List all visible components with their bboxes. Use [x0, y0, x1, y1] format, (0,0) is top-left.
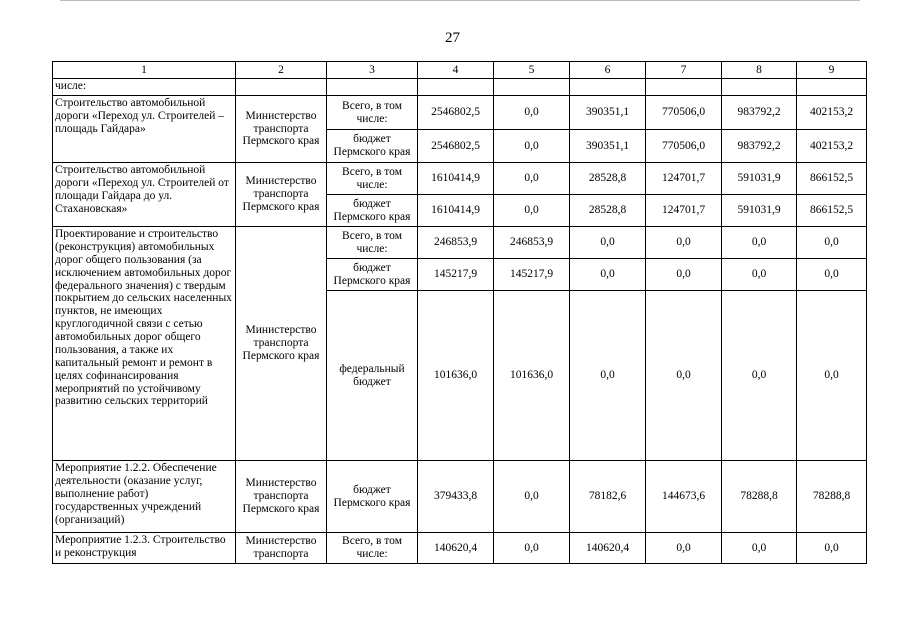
- value-cell: 78288,8: [722, 461, 797, 533]
- value-cell: 0,0: [494, 130, 570, 163]
- responsible-org: Министерство транспорта Пермского края: [236, 163, 327, 227]
- value-cell: 0,0: [722, 533, 797, 564]
- value-cell: 379433,8: [418, 461, 494, 533]
- value-cell: 124701,7: [646, 163, 722, 195]
- continuation-label: числе:: [53, 79, 236, 96]
- value-cell: 78182,6: [570, 461, 646, 533]
- value-cell: 402153,2: [797, 96, 867, 130]
- value-cell: 770506,0: [646, 130, 722, 163]
- value-cell: 402153,2: [797, 130, 867, 163]
- value-cell: 0,0: [797, 533, 867, 564]
- funding-source: бюджет Пермского края: [327, 461, 418, 533]
- funding-source: бюджет Пермского края: [327, 130, 418, 163]
- table-row: [53, 163, 867, 195]
- table-row: [53, 461, 867, 533]
- column-number: 7: [646, 62, 722, 79]
- value-cell: 0,0: [797, 259, 867, 291]
- activity-name: Мероприятие 1.2.2. Обеспечение деятельности (оказание услуг, выполнение работ) государственных учреждений (организаций): [53, 461, 236, 533]
- value-cell: 591031,9: [722, 195, 797, 227]
- responsible-org: Министерство транспорта Пермского края: [236, 227, 327, 461]
- table-row: [53, 227, 867, 259]
- funding-source: бюджет Пермского края: [327, 195, 418, 227]
- funding-source: бюджет Пермского края: [327, 259, 418, 291]
- column-number: 4: [418, 62, 494, 79]
- value-cell: 2546802,5: [418, 96, 494, 130]
- value-cell: 0,0: [494, 195, 570, 227]
- responsible-org: Министерство транспорта Пермского края: [236, 96, 327, 163]
- table-row: [53, 96, 867, 130]
- value-cell: 770506,0: [646, 96, 722, 130]
- value-cell: 0,0: [722, 259, 797, 291]
- column-number: 2: [236, 62, 327, 79]
- column-number: 6: [570, 62, 646, 79]
- value-cell: 0,0: [646, 227, 722, 259]
- value-cell: 866152,5: [797, 163, 867, 195]
- funding-source: Всего, в том числе:: [327, 163, 418, 195]
- value-cell: 246853,9: [418, 227, 494, 259]
- column-number-row: [53, 62, 867, 79]
- budget-table: [52, 61, 867, 564]
- responsible-org: Министерство транспорта Пермского края: [236, 461, 327, 533]
- value-cell: 0,0: [494, 533, 570, 564]
- value-cell: 101636,0: [418, 291, 494, 461]
- column-number: 3: [327, 62, 418, 79]
- value-cell: 983792,2: [722, 130, 797, 163]
- activity-name: Мероприятие 1.2.3. Строительство и реконструкция: [53, 533, 236, 564]
- value-cell: 28528,8: [570, 163, 646, 195]
- value-cell: 140620,4: [570, 533, 646, 564]
- value-cell: 1610414,9: [418, 163, 494, 195]
- funding-source: федеральный бюджет: [327, 291, 418, 461]
- value-cell: 101636,0: [494, 291, 570, 461]
- value-cell: 124701,7: [646, 195, 722, 227]
- value-cell: 28528,8: [570, 195, 646, 227]
- value-cell: 246853,9: [494, 227, 570, 259]
- value-cell: 0,0: [570, 259, 646, 291]
- value-cell: 144673,6: [646, 461, 722, 533]
- value-cell: 0,0: [646, 259, 722, 291]
- value-cell: 78288,8: [797, 461, 867, 533]
- column-number: 1: [53, 62, 236, 79]
- value-cell: 145217,9: [494, 259, 570, 291]
- value-cell: 983792,2: [722, 96, 797, 130]
- value-cell: 145217,9: [418, 259, 494, 291]
- funding-source: Всего, в том числе:: [327, 227, 418, 259]
- column-number: 8: [722, 62, 797, 79]
- value-cell: 0,0: [494, 96, 570, 130]
- value-cell: 0,0: [797, 291, 867, 461]
- value-cell: 591031,9: [722, 163, 797, 195]
- value-cell: 0,0: [722, 227, 797, 259]
- responsible-org: Министерство транспорта: [236, 533, 327, 564]
- activity-name: Строительство автомобильной дороги «Переход ул. Строителей – площадь Гайдара»: [53, 96, 236, 163]
- value-cell: 0,0: [494, 461, 570, 533]
- value-cell: 1610414,9: [418, 195, 494, 227]
- value-cell: 0,0: [722, 291, 797, 461]
- column-number: 9: [797, 62, 867, 79]
- value-cell: 390351,1: [570, 96, 646, 130]
- continuation-row: [53, 79, 867, 96]
- value-cell: 0,0: [646, 291, 722, 461]
- activity-name: Строительство автомобильной дороги «Переход ул. Строителей от площади Гайдара до ул. Стахановская»: [53, 163, 236, 227]
- column-number: 5: [494, 62, 570, 79]
- page-number: 27: [445, 30, 460, 46]
- value-cell: 0,0: [570, 291, 646, 461]
- value-cell: 2546802,5: [418, 130, 494, 163]
- value-cell: 0,0: [494, 163, 570, 195]
- value-cell: 0,0: [570, 227, 646, 259]
- funding-source: Всего, в том числе:: [327, 96, 418, 130]
- funding-source: Всего, в том числе:: [327, 533, 418, 564]
- value-cell: 390351,1: [570, 130, 646, 163]
- value-cell: 140620,4: [418, 533, 494, 564]
- value-cell: 0,0: [646, 533, 722, 564]
- value-cell: 0,0: [797, 227, 867, 259]
- scan-top-rule: [60, 0, 860, 3]
- activity-name: Проектирование и строительство (реконструкция) автомобильных дорог общего пользования (за исключением автомобильных дорог федерального значения) с твердым покрытием до сельских населенных пунктов, не имеющих круглогодичной связи с сетью автомобильных дорог общего пользования, а также их капитальный ремонт и ремонт в целях софинансирования мероприятий по устойчивому развитию сельских территорий: [53, 227, 236, 461]
- value-cell: 866152,5: [797, 195, 867, 227]
- table-row: [53, 533, 867, 564]
